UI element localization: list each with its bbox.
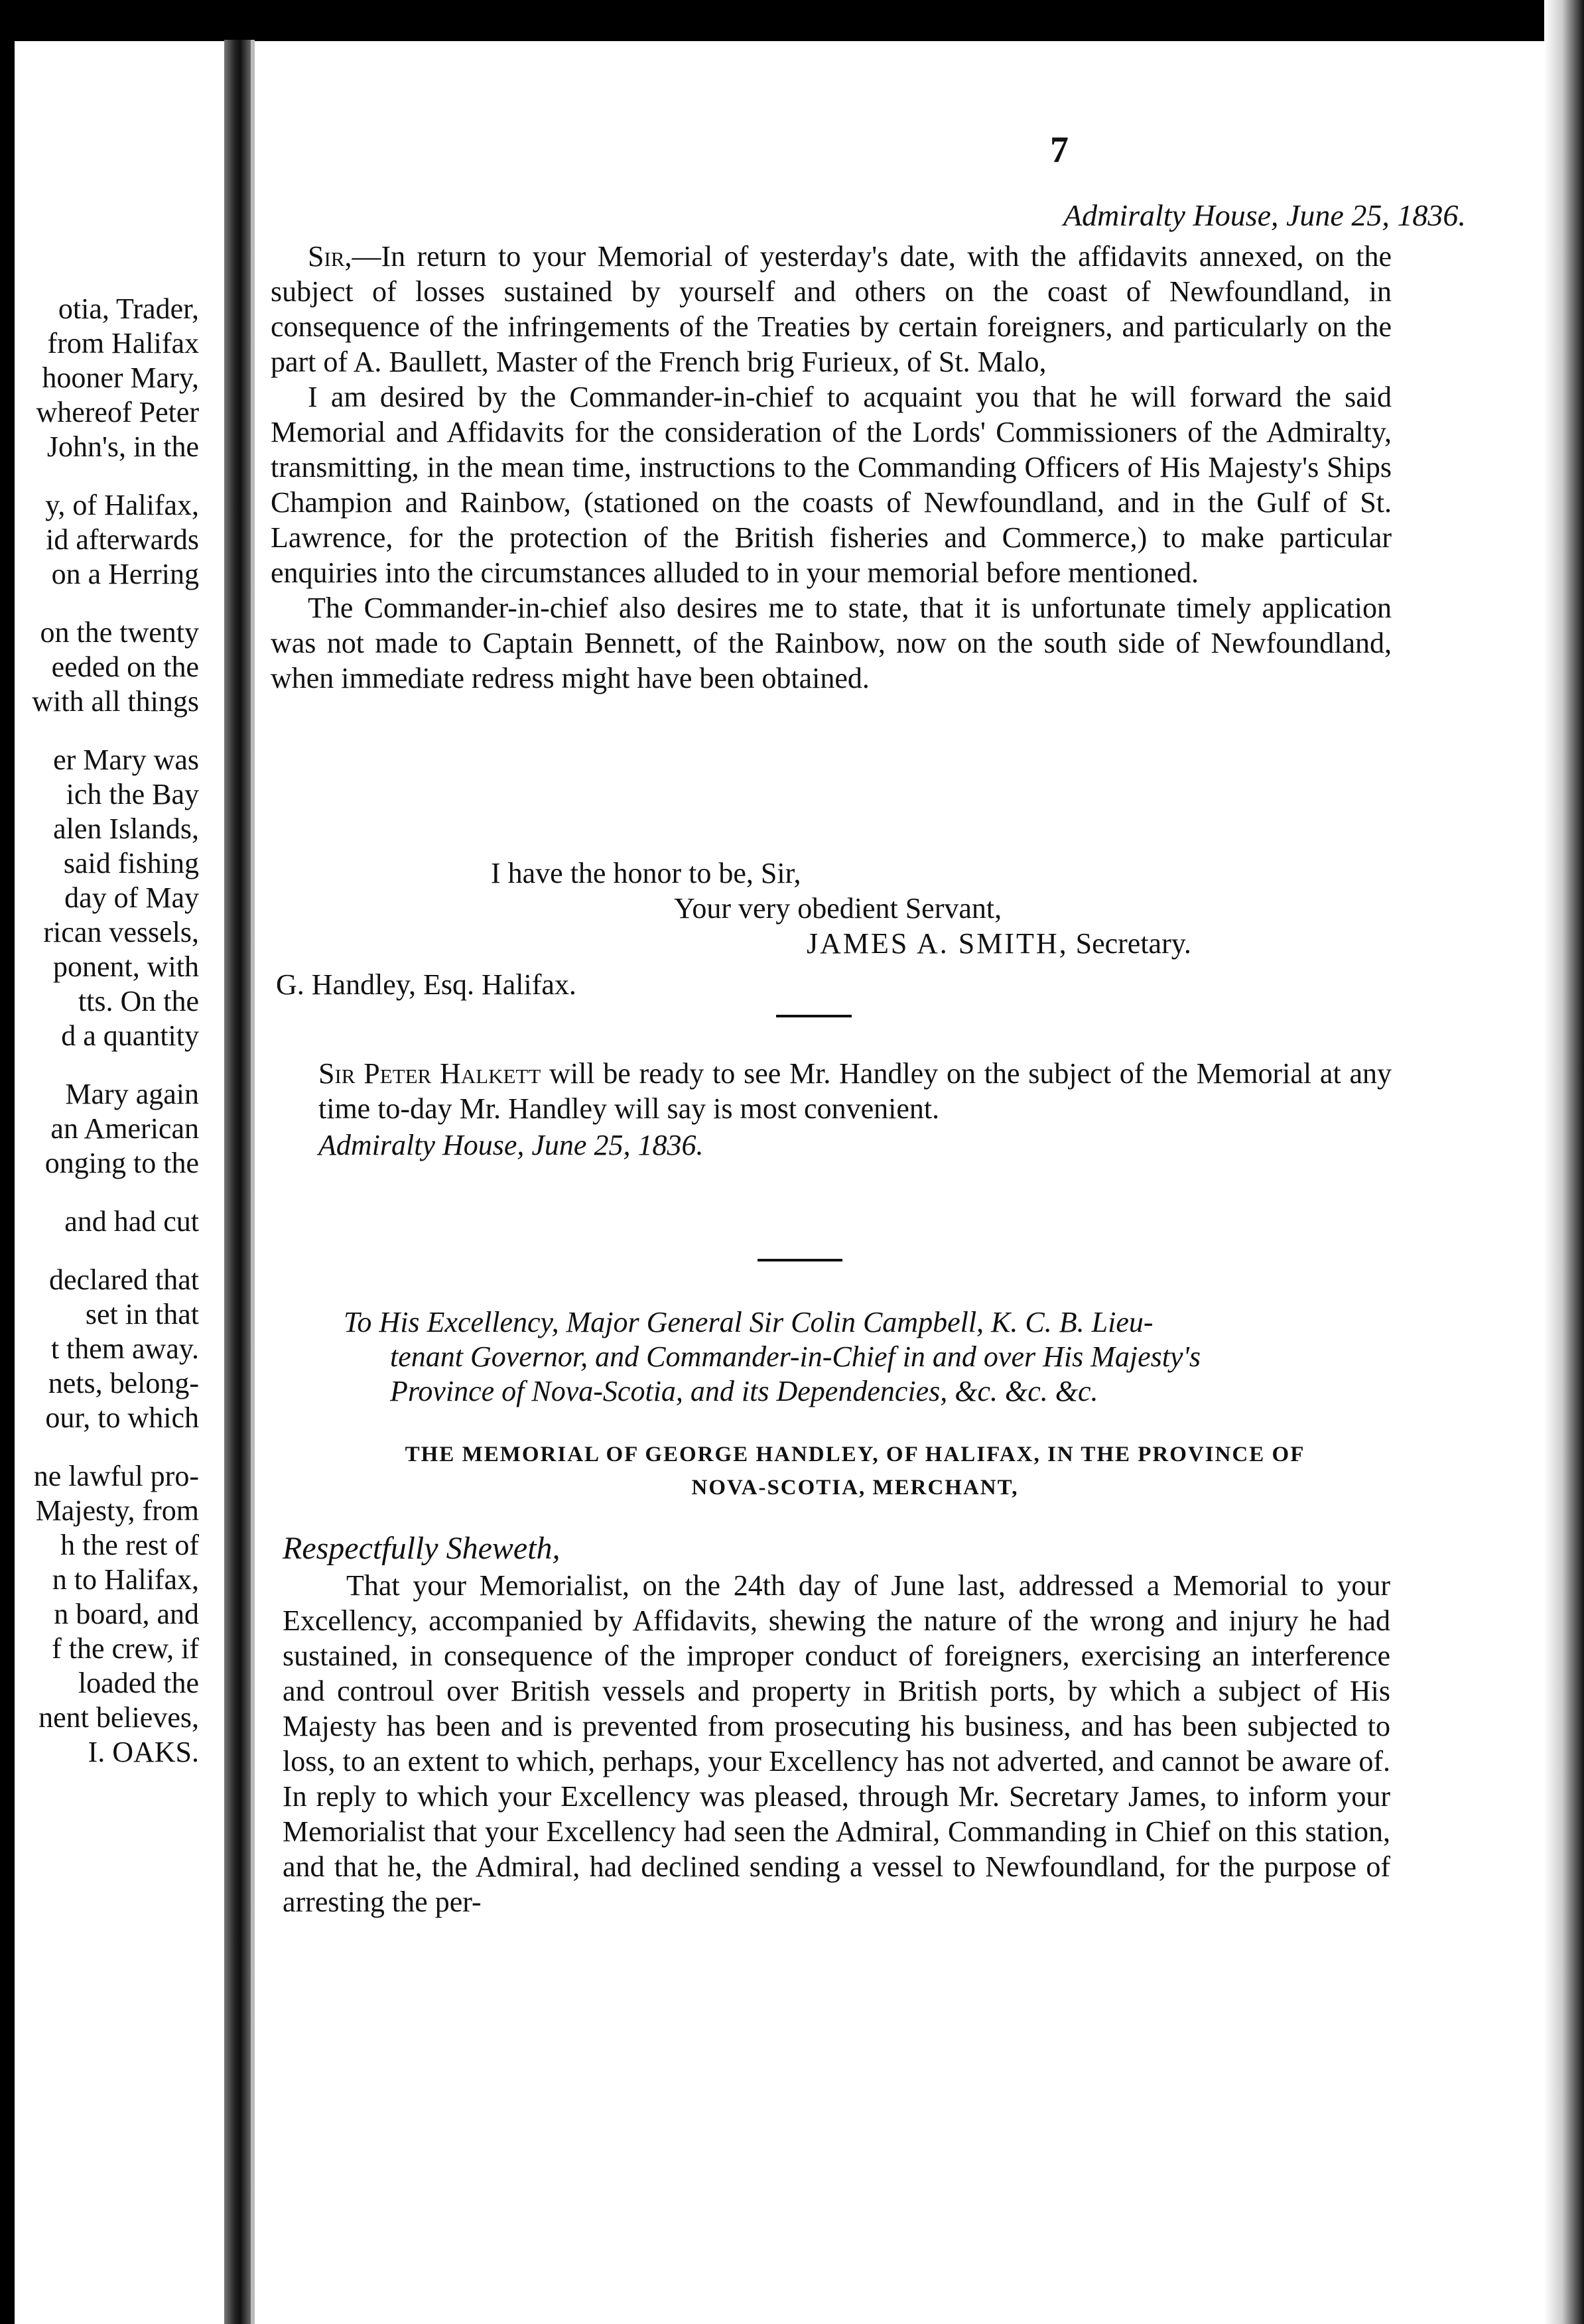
- previous-page-line: n to Halifax,: [52, 1563, 199, 1596]
- previous-page-line: John's, in the: [46, 430, 199, 463]
- address-line-1: To His Excellency, Major General Sir Colin Campbell, K. C. B. Lieu-: [344, 1306, 1154, 1338]
- previous-page-line: I. OAKS.: [88, 1736, 199, 1768]
- previous-page-line: whereof Peter: [36, 396, 199, 428]
- previous-page-gap: [0, 1053, 199, 1077]
- book-gutter-edge: [251, 40, 255, 2324]
- previous-page-line: onging to the: [44, 1147, 199, 1179]
- book-gutter: [224, 40, 251, 2324]
- previous-page-gap: [0, 719, 199, 743]
- previous-page-line: and had cut: [64, 1205, 199, 1238]
- previous-page-line: ponent, with: [53, 950, 199, 983]
- halkett-note: [318, 1056, 1392, 1163]
- previous-page-line: nent believes,: [38, 1701, 199, 1734]
- memorial-heading-line-1: THE MEMORIAL OF GEORGE HANDLEY, OF HALIFAX, IN THE PROVINCE OF: [405, 1443, 1305, 1466]
- previous-page-line: ich the Bay: [66, 778, 199, 810]
- previous-page-line: nets, belong-: [48, 1367, 199, 1399]
- previous-page-line: t them away.: [50, 1332, 199, 1365]
- previous-page-fragment: [0, 292, 199, 1770]
- previous-page-line: tts. On the: [78, 985, 199, 1017]
- closing-line-2: Your very obedient Servant,: [674, 892, 1002, 925]
- page-number: 7: [1050, 129, 1069, 170]
- addressee: G. Handley, Esq. Halifax.: [276, 968, 576, 1001]
- previous-page-line: loaded the: [78, 1667, 199, 1699]
- letter-paragraph-3: The Commander-in-chief also desires me to state, that it is unfortunate timely application was not made to Captain Bennett, of the Rainbow, now on the south side of Newfoundland, when immediate redress might have been obtained.: [271, 592, 1392, 694]
- memorial-heading: [318, 1438, 1392, 1504]
- letter-dateline: Admiralty House, June 25, 1836.: [1063, 198, 1466, 232]
- letter-body: [271, 239, 1392, 696]
- previous-page-line: set in that: [85, 1298, 199, 1330]
- signature-line: [807, 926, 1191, 961]
- previous-page-line: id afterwards: [46, 523, 199, 556]
- note-text: Sir Peter Halkett will be ready to see Mr. Handley on the subject of the Memorial at any time to-day Mr. Handley will say is most convenient.: [318, 1057, 1392, 1125]
- memorial-address: [344, 1305, 1392, 1409]
- address-line-3: Province of Nova-Scotia, and its Dependencies, &c. &c. &c.: [390, 1375, 1098, 1407]
- note-name: Sir Peter Halkett: [318, 1057, 541, 1090]
- previous-page-line: f the crew, if: [52, 1632, 199, 1665]
- previous-page-gap: [0, 1239, 199, 1263]
- previous-page-gap: [0, 1181, 199, 1204]
- previous-page-line: Majesty, from: [35, 1494, 199, 1527]
- previous-page-gap: [0, 592, 199, 615]
- previous-page-line: otia, Trader,: [58, 292, 199, 325]
- previous-page-line: rican vessels,: [43, 916, 199, 948]
- previous-page-line: an American: [50, 1112, 199, 1145]
- previous-page-line: n board, and: [54, 1598, 199, 1630]
- letter-paragraph-2: I am desired by the Commander-in-chief to acquaint you that he will forward the said Memorial and Affidavits for the consideration of the Lords' Commissioners of the Admiralty, transmitting, in the mean time, instructions to the Commanding Officers of His Majesty's Ships Champion and Rainbow, (stationed on the coasts of Newfoundland, and in the Gulf of St. Lawrence, for the protection of the British fisheries and Commerce,) to make particular enquiries into the circumstances alluded to in your memorial before mentioned.: [271, 381, 1392, 589]
- previous-page-line: y, of Halifax,: [45, 489, 199, 521]
- memorial-paragraph: That your Memorialist, on the 24th day of June last, addressed a Memorial to your Excellency, accompanied by Affidavits, shewing the nature of the wrong and injury he had sustained, in consequence of the improper conduct of foreigners, exercising an interference and controul over British vessels and property in British ports, by which a subject of His Majesty has been and is prevented from prosecuting his business, and has been subjected to loss, to an extent to which, perhaps, your Excellency has not adverted, and cannot be aware of. In reply to which your Excellency was pleased, through Mr. Secretary James, to inform your Memorialist that your Excellency had seen the Admiral, Commanding in Chief on this station, and that he, the Admiral, had declined sending a vessel to Newfoundland, for the purpose of arresting the per-: [283, 1569, 1390, 1918]
- previous-page-line: declared that: [49, 1263, 199, 1296]
- previous-page-gap: [0, 464, 199, 488]
- letter-paragraph-1: Sir,—In return to your Memorial of yesterday's date, with the affidavits annexed, on the subject of losses sustained by yourself and others on the coast of Newfoundland, in consequence of the infringements of the Treaties by certain foreigners, and particularly on the part of A. Baullett, Master of the French brig Furieux, of St. Malo,: [271, 240, 1392, 378]
- previous-page-line: eeded on the: [51, 651, 199, 683]
- previous-page-line: from Halifax: [47, 327, 199, 359]
- previous-page-line: on the twenty: [40, 616, 199, 649]
- previous-page-line: said fishing: [63, 847, 199, 879]
- previous-page-line: hooner Mary,: [42, 361, 199, 394]
- previous-page-line: our, to which: [45, 1401, 199, 1434]
- page-right-edge: [1544, 0, 1584, 2324]
- previous-page-line: er Mary was: [53, 743, 199, 776]
- previous-page-line: d a quantity: [61, 1019, 199, 1052]
- previous-page-gap: [0, 1435, 199, 1459]
- address-line-2: tenant Governor, and Commander-in-Chief in and over His Majesty's: [390, 1340, 1201, 1373]
- signature: JAMES A. SMITH,: [807, 927, 1069, 960]
- previous-page-line: with all things: [32, 685, 199, 718]
- previous-page-line: Mary again: [65, 1078, 199, 1110]
- memorial-body: [283, 1568, 1390, 1919]
- closing-line-1: I have the honor to be, Sir,: [491, 857, 801, 889]
- previous-page-line: on a Herring: [51, 558, 199, 590]
- separator-rule-1: [776, 1015, 852, 1017]
- separator-rule-2: [758, 1259, 842, 1261]
- signature-title: Secretary.: [1075, 927, 1191, 960]
- note-dateline: Admiralty House, June 25, 1836.: [318, 1129, 704, 1161]
- previous-page-line: h the rest of: [60, 1529, 199, 1561]
- previous-page-line: day of May: [64, 881, 199, 914]
- memorial-greeting: Respectfully Sheweth,: [283, 1531, 561, 1566]
- scan-top-border: [0, 0, 1584, 41]
- memorial-heading-line-2: NOVA-SCOTIA, MERCHANT,: [691, 1476, 1019, 1500]
- previous-page-line: ne lawful pro-: [33, 1460, 199, 1492]
- previous-page-line: alen Islands,: [53, 812, 199, 845]
- salutation: Sir,: [308, 240, 352, 273]
